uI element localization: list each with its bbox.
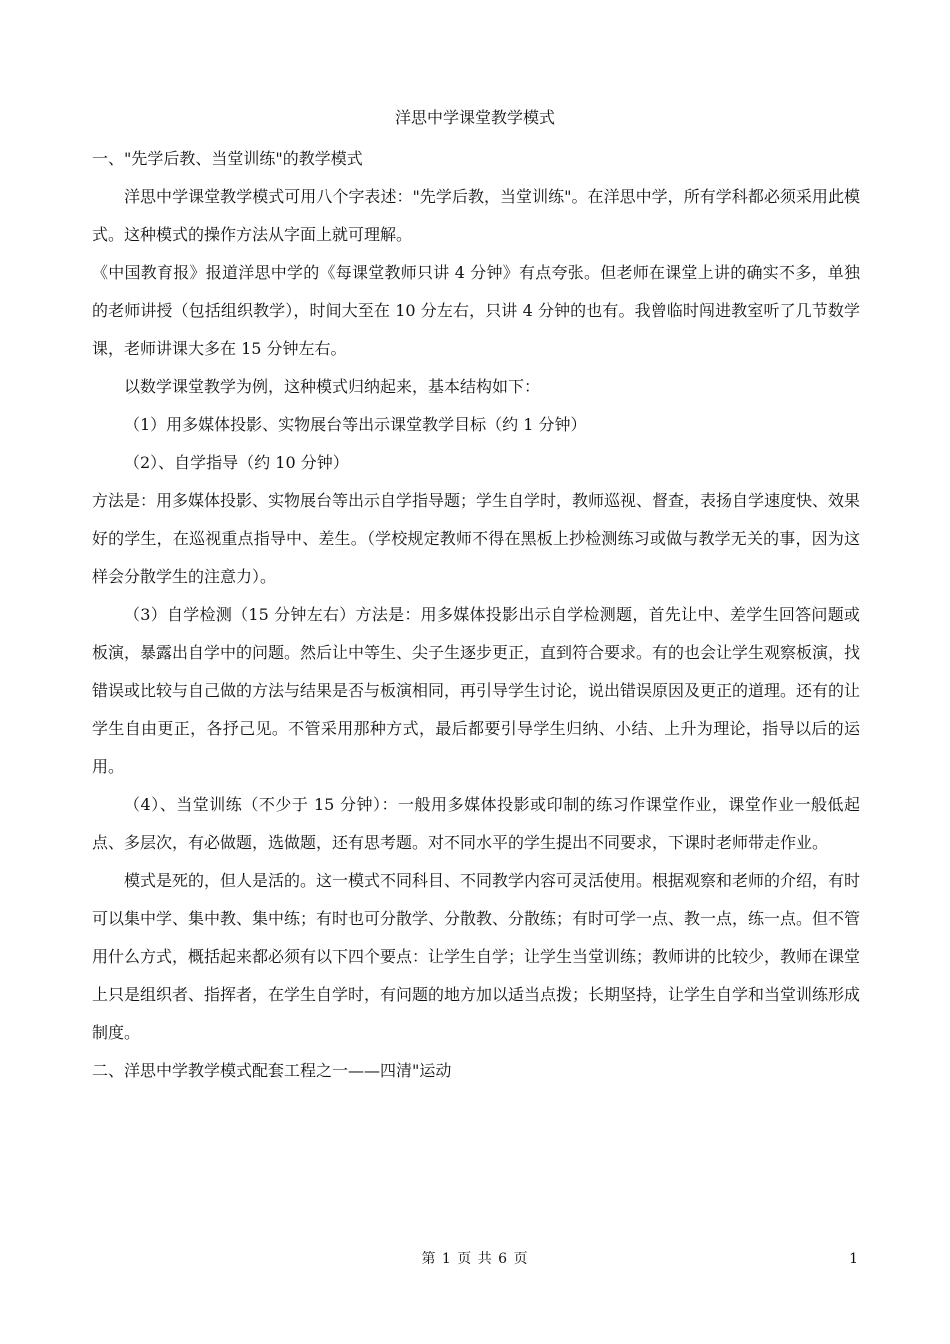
document-title: 洋思中学课堂教学模式	[394, 108, 555, 127]
paragraph: 以数学课堂教学为例，这种模式归纳起来，基本结构如下：	[124, 377, 541, 396]
document-body	[92, 140, 860, 1090]
section-heading-2: 二、洋思中学教学模式配套工程之一——四清"运动	[92, 1061, 452, 1080]
paragraph: 《中国教育报》报道洋思中学的《每课堂教师只讲 4 分钟》有点夸张。但老师在课堂上讲的确实不多，单独的老师讲授（包括组织教学），时间大至在 10 分左右，只讲 4 分钟的也有。我曾临时闯进教室听了几节数学课，老师讲课大多在 15 分钟左右。	[92, 263, 860, 358]
page-number: 1	[849, 1251, 858, 1267]
paragraph: 方法是：用多媒体投影、实物展台等出示自学指导题；学生自学时，教师巡视、督查，表扬自学速度快、效果好的学生，在巡视重点指导中、差生。（学校规定教师不得在黑板上抄检测练习或做与教学无关的事，因为这样会分散学生的注意力）。	[92, 491, 861, 586]
list-item: （2）、自学指导（约 10 分钟）	[124, 453, 349, 472]
section-heading-1: 一、"先学后教、当堂训练"的教学模式	[92, 149, 363, 168]
page-count-label: 第 1 页 共 6 页	[421, 1251, 529, 1267]
list-item: （1）用多媒体投影、实物展台等出示课堂教学目标（约 1 分钟）	[124, 415, 587, 434]
list-item: （3）自学检测（15 分钟左右）方法是：用多媒体投影出示自学检测题，首先让中、差学生回答问题或板演，暴露出自学中的问题。然后让中等生、尖子生逐步更正，直到符合要求。有的也会让学生观察板演，找错误或比较与自己做的方法与结果是否与板演相同，再引导学生讨论，说出错误原因及更正的道理。还有的让学生自由更正，各抒己见。不管采用那种方式，最后都要引导学生归纳、小结、上升为理论，指导以后的运用。	[92, 605, 861, 776]
paragraph: 模式是死的，但人是活的。这一模式不同科目、不同教学内容可灵活使用。根据观察和老师的介绍，有时可以集中学、集中教、集中练；有时也可分散学、分散教、分散练；有时可学一点、教一点，练一点。但不管用什么方式，概括起来都必须有以下四个要点：让学生自学；让学生当堂训练；教师讲的比较少，教师在课堂上只是组织者、指挥者，在学生自学时，有问题的地方加以适当点拨；长期坚持，让学生自学和当堂训练形成制度。	[92, 871, 861, 1042]
paragraph: 洋思中学课堂教学模式可用八个字表述："先学后教，当堂训练"。在洋思中学，所有学科都必须采用此模式。这种模式的操作方法从字面上就可理解。	[92, 187, 860, 244]
list-item: （4）、当堂训练（不少于 15 分钟）：一般用多媒体投影或印制的练习作课堂作业，课堂作业一般低起点、多层次，有必做题，选做题，还有思考题。对不同水平的学生提出不同要求，下课时老师带走作业。	[92, 795, 860, 852]
